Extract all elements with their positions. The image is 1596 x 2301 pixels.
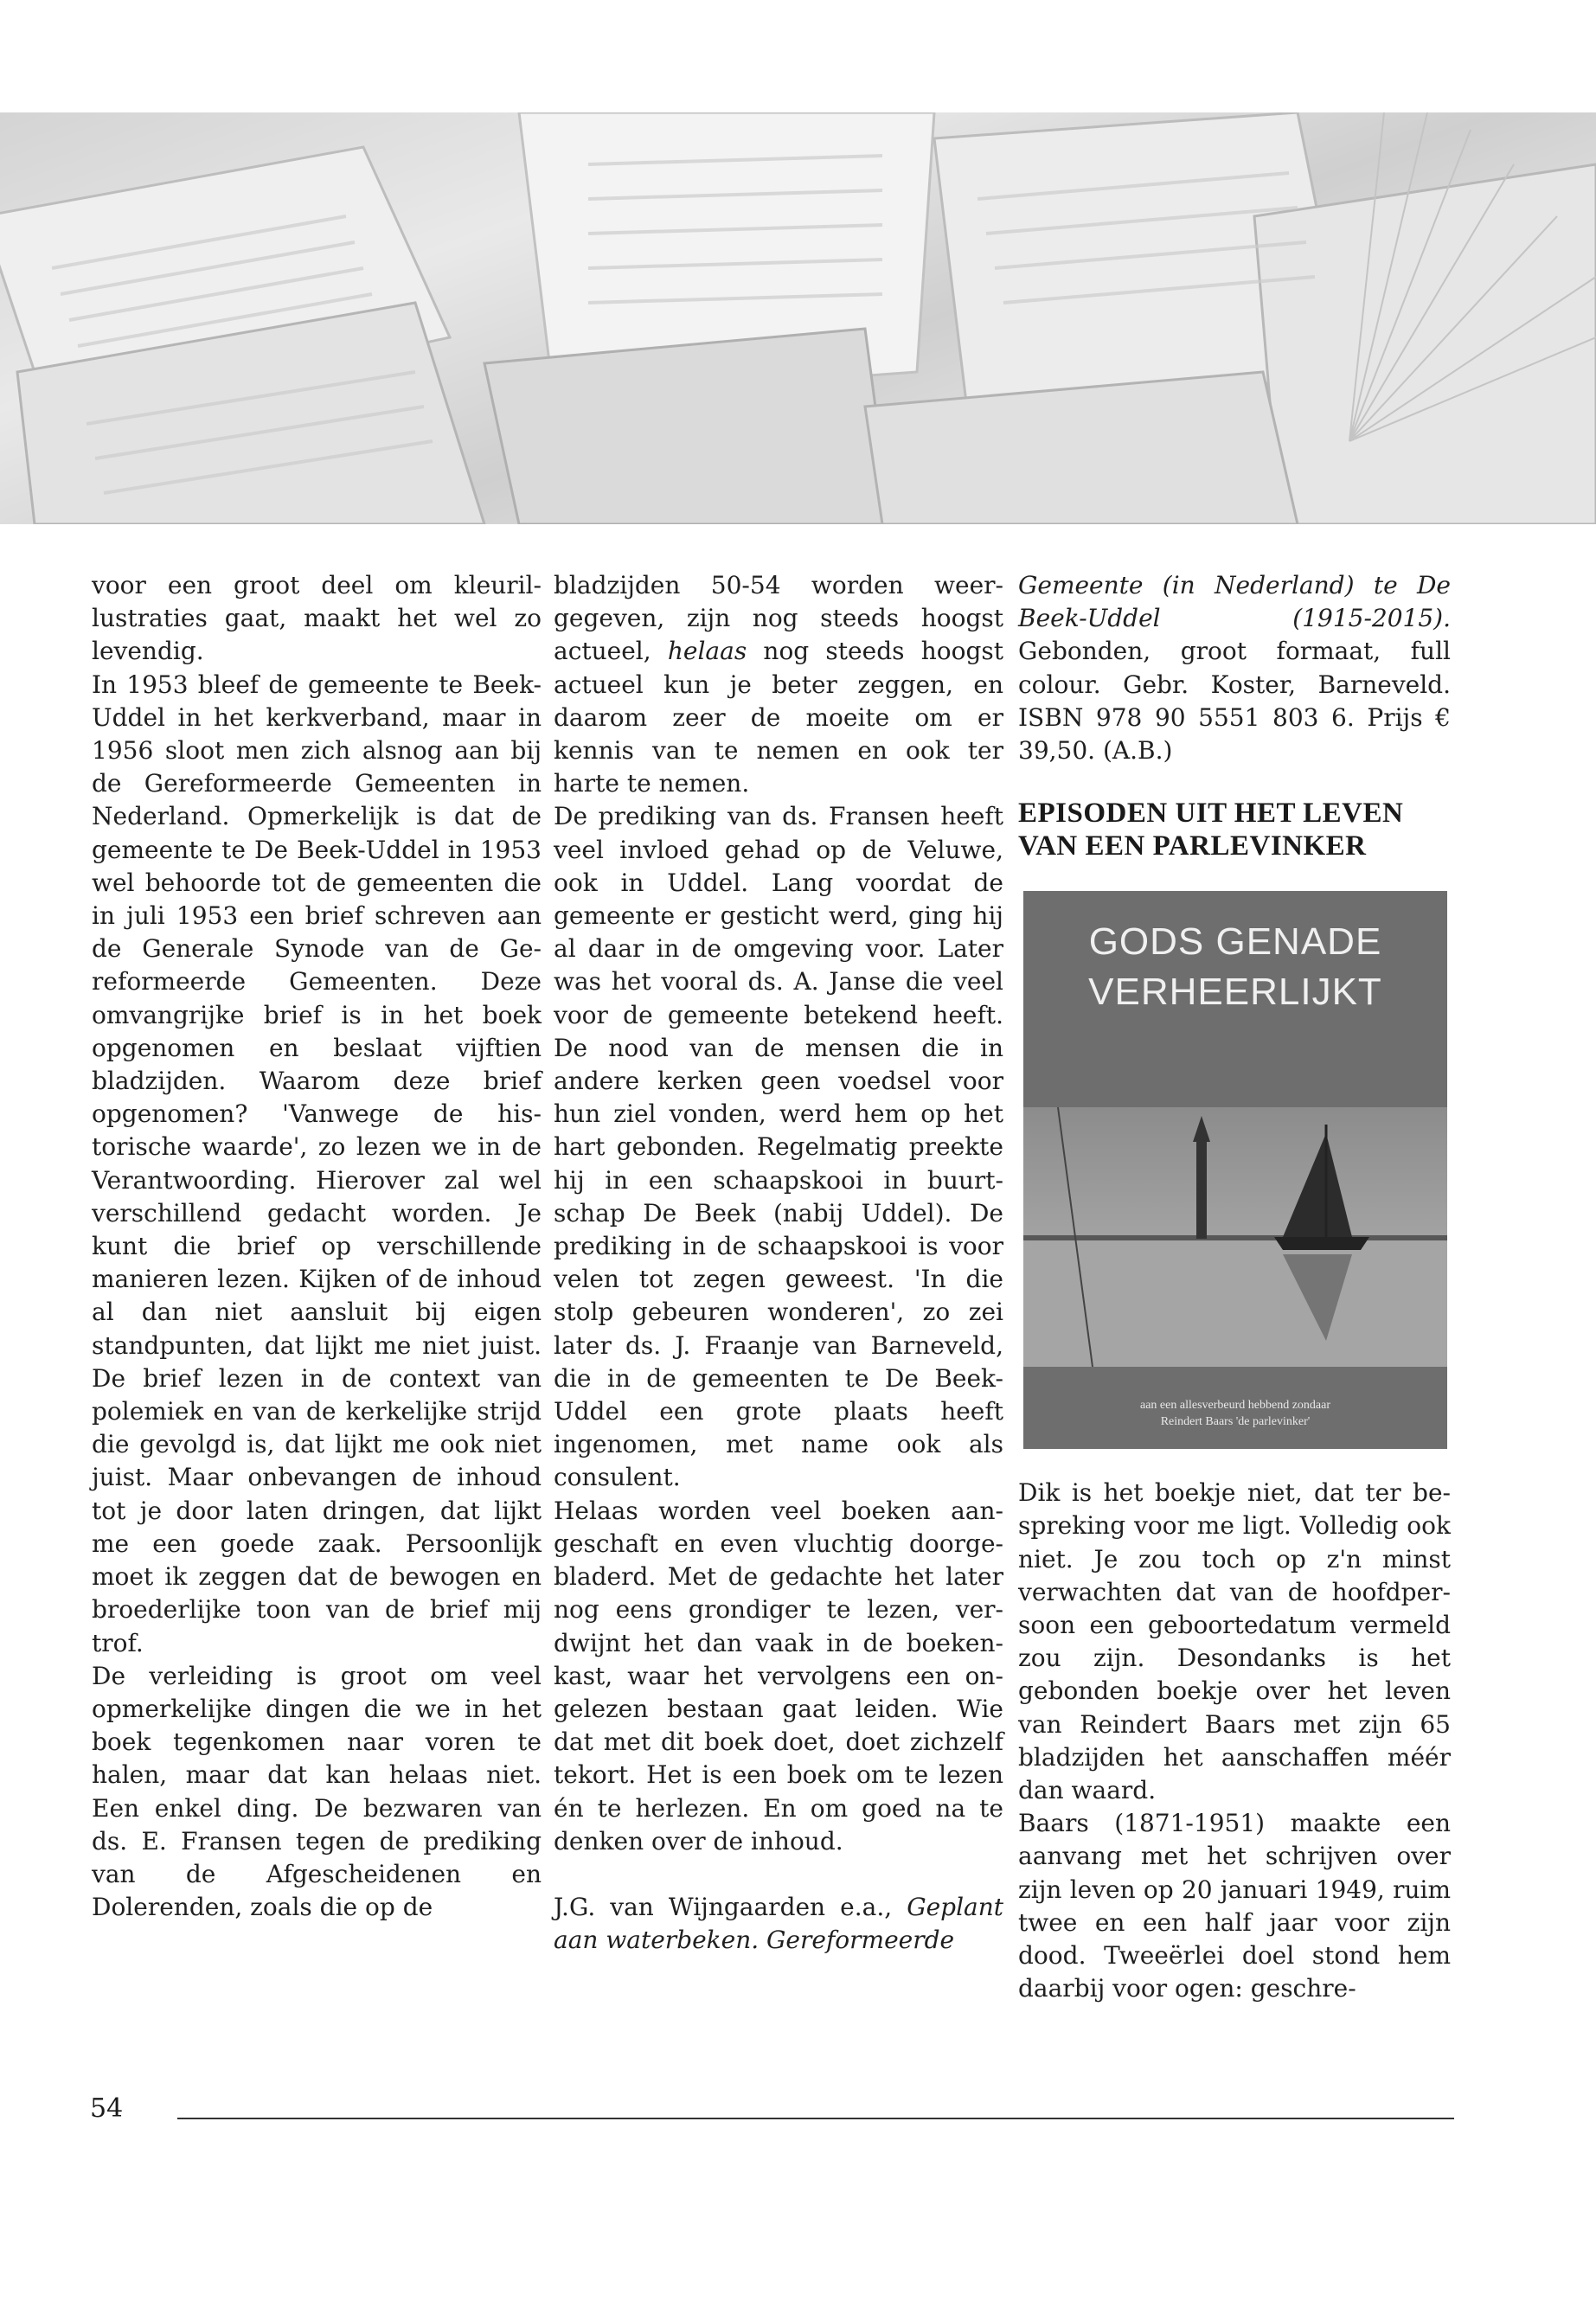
- paragraph: In 1953 bleef de gemeente te Beek-Uddel in het kerkverband, maar in 1956 sloot men zich alsnog aan bij de Gereformeerde Gemeenten in Nederland. Opmerkelijk is dat de gemeente te De Beek-Uddel in 1953 wel behoorde tot de gemeenten die in juli 1953 een brief schreven aan de Generale Synode van de Gereformeerde Gemeenten. Deze omvangrijke brief is in het boek opgenomen en beslaat vijftien bladzijden. Waarom deze brief opgenomen? 'Vanwege de historische waarde', zo lezen we in de Verantwoording. Hierover zal wel verschillend gedacht worden. Je kunt die brief op verschillende manieren lezen. Kijken of de inhoud al dan niet aansluit bij eigen standpunten, dat lijkt me niet juist. De brief lezen in de context van polemiek en van de kerkelijke strijd die gevolgd is, dat lijkt me ook niet juist. Maar onbevangen de inhoud tot je door laten dringen, dat lijkt me een goede zaak. Persoonlijk moet ik zeggen dat de bewogen en broederlijke toon van de brief mij trof.: [92, 670, 542, 1657]
- cover-title-line: VERHEERLIJKT: [1088, 971, 1382, 1013]
- header-books-photo: [0, 112, 1596, 524]
- heading-line: EPISODEN UIT HET LEVEN: [1018, 798, 1404, 830]
- book-cover: [1023, 891, 1447, 1449]
- paragraph: voor een groot deel om kleurillustraties gaat, maakt het wel zo levendig.: [92, 571, 542, 666]
- paragraph: Helaas worden veel boeken aangeschaft en even vluchtig doorgebladerd. Met de gedachte het later nog eens grondiger te lezen, verdwijnt het dan vaak in de boekenkast, waar het vervolgens een ongelezen bestaan gaat leiden. Wie dat met dit boek doet, doet zichzelf tekort. Het is een boek om te lezen én te herlezen. En om goed na te denken over de inhoud.: [554, 1496, 1003, 1856]
- cover-subtitle-line: aan een allesverbeurd hebbend zondaar: [1140, 1399, 1330, 1412]
- page-number: 54: [90, 2093, 124, 2124]
- text-run: J.G. van Wijngaarden e.a.,: [554, 1892, 907, 1921]
- paragraph: [554, 569, 1003, 800]
- open-books-illustration: [0, 112, 1596, 524]
- paragraph: Baars (1871-1951) maakte een aanvang met het schrijven over zijn leven op 20 januari 1949, ruim twee en een half jaar voor zijn dood. Tweeërlei doel stond hem daarbij voor ogen: geschre-: [1018, 1809, 1451, 2003]
- paragraph: De verleiding is groot om veel opmerkelijke dingen die we in het boek tegenkomen naar voren te halen, maar dat kan helaas niet. Een enkel ding. De bezwaren van ds. E. Fransen tegen de prediking van de Afgescheidenen en Dolerenden, zoals die op de: [92, 1661, 542, 1922]
- section-heading: [1018, 797, 1451, 862]
- column-1: [92, 569, 542, 1924]
- paragraph: Dik is het boekje niet, dat ter bespreking voor me ligt. Volledig ook niet. Je zou toch op z'n minst verwachten dat van de hoofdpersoon een geboortedatum vermeld zou zijn. Desondanks is het gebonden boekje over het leven van Reindert Baars met zijn 65 bladzijden het aanschaffen méér dan waard.: [1018, 1478, 1451, 1805]
- book-title: Geplant aan waterbeken. Gereformeerde: [554, 1892, 1003, 1955]
- footer-divider: [177, 2118, 1454, 2119]
- sailboat-photo: [1023, 1107, 1447, 1367]
- emphasis: helaas: [667, 637, 747, 666]
- book-reference: [1018, 569, 1451, 767]
- cover-subtitle-line: Reindert Baars 'de parlevinker': [1160, 1415, 1311, 1428]
- column-2: [554, 569, 1003, 1957]
- text-run: bladzijden 50-54 worden weergegeven, zijn nog steeds hoogst actueel,: [554, 571, 1003, 666]
- book-title: Gemeente (in Nederland) te De Beek-Uddel (1915-2015).: [1018, 571, 1451, 633]
- text-run: nog steeds hoogst actueel kun je beter zeggen, en daarom zeer de moeite om er kennis van te nemen en ook ter harte te nemen.: [554, 637, 1003, 798]
- paragraph: De prediking van ds. Fransen heeft veel invloed gehad op de Veluwe, ook in Uddel. Lang voordat de gemeente er gesticht werd, ging hij al daar in de omgeving voor. Later was het vooral ds. A. Janse die veel voor de gemeente betekend heeft. De nood van de mensen die in andere kerken geen voedsel voor hun ziel vonden, werd hem op het hart gebonden. Regelmatig preekte hij in een schaapskooi in buurtschap De Beek (nabij Uddel). De prediking in de schaapskooi is voor velen tot zegen geweest. 'In die stolp gebeuren wonderen', zo zei later ds. J. Fraanje van Barneveld, die in de gemeenten te De Beek-Uddel een grote plaats heeft ingenomen, met name ook als consulent.: [554, 802, 1003, 1492]
- cover-subtitle: [1023, 1397, 1447, 1430]
- text-run: Gebonden, groot formaat, full colour. Gebr. Koster, Barneveld. ISBN 978 90 5551 803 6. Prijs € 39,50. (A.B.): [1018, 637, 1451, 766]
- cover-title: [1023, 917, 1447, 1017]
- book-reference: [554, 1891, 1003, 1957]
- cover-title-line: GODS GENADE: [1088, 920, 1382, 963]
- heading-line: VAN EEN PARLEVINKER: [1018, 830, 1367, 862]
